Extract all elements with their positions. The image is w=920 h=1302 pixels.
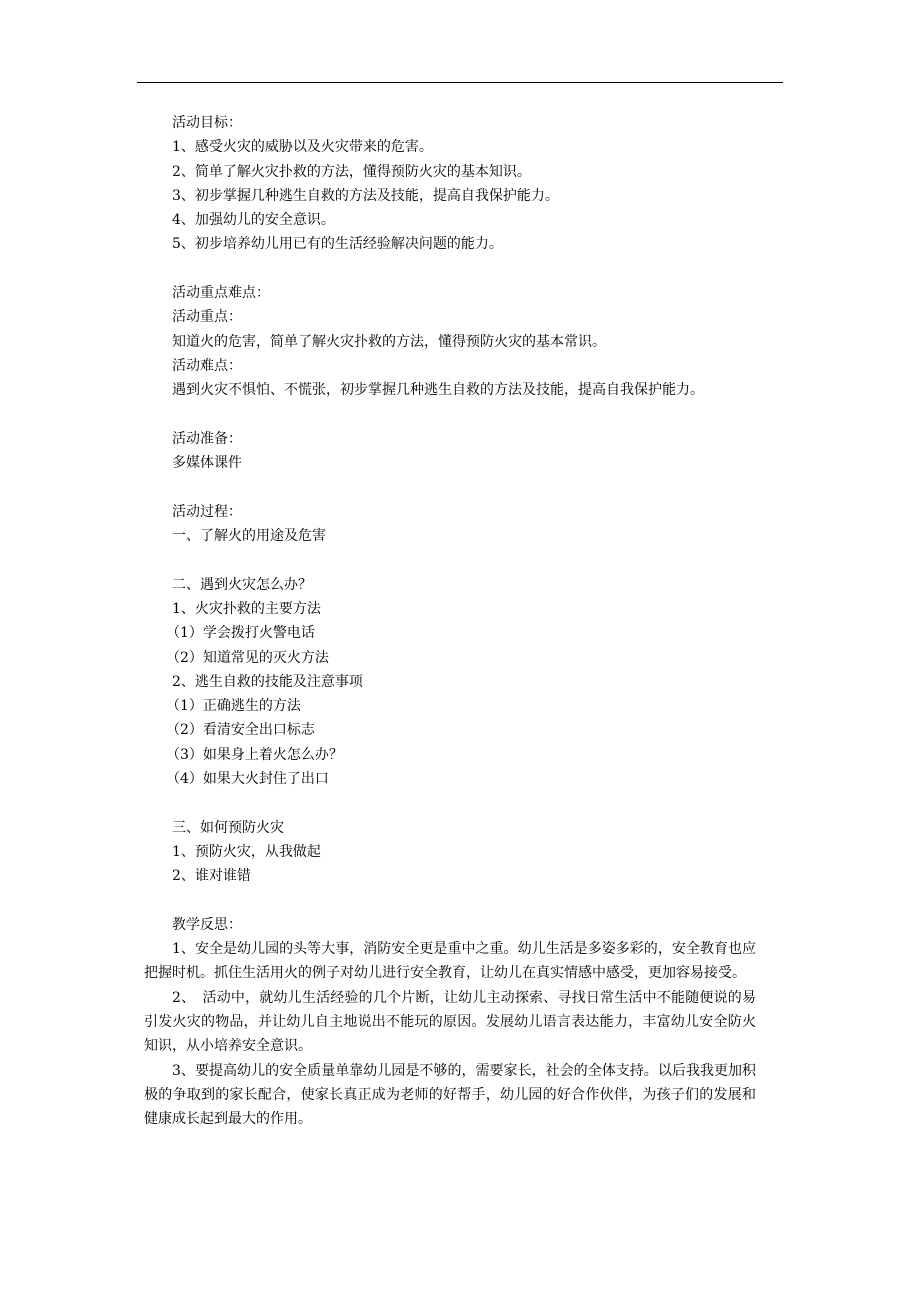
spacer: [172, 791, 784, 815]
key-points-heading: 活动重点难点：: [172, 285, 270, 302]
process-part2-sub1: 1、火灾扑救的主要方法: [172, 600, 321, 617]
reflection-paragraph: 2、 活动中，就幼儿生活经验的几个片断，让幼儿主动探索、寻找日常生活中不能随便说的易引发火灾的物品，并让幼儿自主地说出不能玩的原因。发展幼儿语言表达能力，丰富幼儿安全防火知识，从小培养安全意识。: [144, 989, 756, 1055]
preparation-heading: 活动准备：: [172, 430, 242, 447]
list-item: （4）如果大火封住了出口: [166, 771, 329, 788]
list-item: （1）正确逃生的方法: [166, 698, 301, 715]
focus-text: 知道火的危害，简单了解火灾扑救的方法，懂得预防火灾的基本常识。: [172, 333, 606, 350]
reflection-paragraph: 1、安全是幼儿园的头等大事，消防安全更是重中之重。幼儿生活是多姿多彩的，安全教育也应把握时机。抓住生活用火的例子对幼儿进行安全教育，让幼儿在真实情感中感受，更加容易接受。: [144, 941, 756, 982]
process-part3-title: 三、如何预防火灾: [172, 819, 284, 836]
spacer: [172, 403, 784, 427]
list-item: 2、谁对谁错: [172, 868, 251, 885]
goal-item: 2、简单了解火灾扑救的方法，懂得预防火灾的基本知识。: [172, 163, 531, 180]
spacer: [172, 889, 784, 913]
process-heading: 活动过程：: [172, 503, 242, 520]
list-item: （1）学会拨打火警电话: [166, 625, 315, 642]
header-rule: [137, 82, 783, 83]
goal-item: 1、感受火灾的威胁以及火灾带来的危害。: [172, 139, 433, 156]
reflection-paragraph: 3、要提高幼儿的安全质量单靠幼儿园是不够的，需要家长，社会的全体支持。以后我我更加积极的争取到的家长配合，使家长真正成为老师的好帮手，幼儿园的好合作伙伴，为孩子们的发展和健康成长起到最大的作用。: [144, 1062, 756, 1128]
difficulty-text: 遇到火灾不惧怕、不慌张，初步掌握几种逃生自救的方法及技能，提高自我保护能力。: [172, 382, 704, 399]
list-item: 1、预防火灾，从我做起: [172, 843, 321, 860]
spacer: [172, 475, 784, 499]
goals-heading: 活动目标：: [172, 115, 242, 131]
spacer: [172, 257, 784, 281]
process-part1: 一、了解火的用途及危害: [172, 528, 326, 545]
preparation-text: 多媒体课件: [172, 455, 242, 472]
goal-item: 5、初步培养幼儿用已有的生活经验解决问题的能力。: [172, 236, 503, 253]
list-item: （3）如果身上着火怎么办？: [166, 746, 343, 763]
reflection-heading: 教学反思：: [172, 916, 242, 933]
focus-label: 活动重点：: [172, 309, 242, 326]
process-part2-sub2: 2、逃生自救的技能及注意事项: [172, 673, 363, 690]
process-part2-title: 二、遇到火灾怎么办？: [172, 576, 312, 593]
list-item: （2）看清安全出口标志: [166, 722, 315, 739]
difficulty-label: 活动难点：: [172, 357, 242, 374]
goal-item: 4、加强幼儿的安全意识。: [172, 212, 335, 229]
goal-item: 3、初步掌握几种逃生自救的方法及技能，提高自我保护能力。: [172, 187, 559, 204]
list-item: （2）知道常见的灭火方法: [166, 649, 329, 666]
spacer: [172, 548, 784, 572]
document-body: [144, 111, 784, 1131]
